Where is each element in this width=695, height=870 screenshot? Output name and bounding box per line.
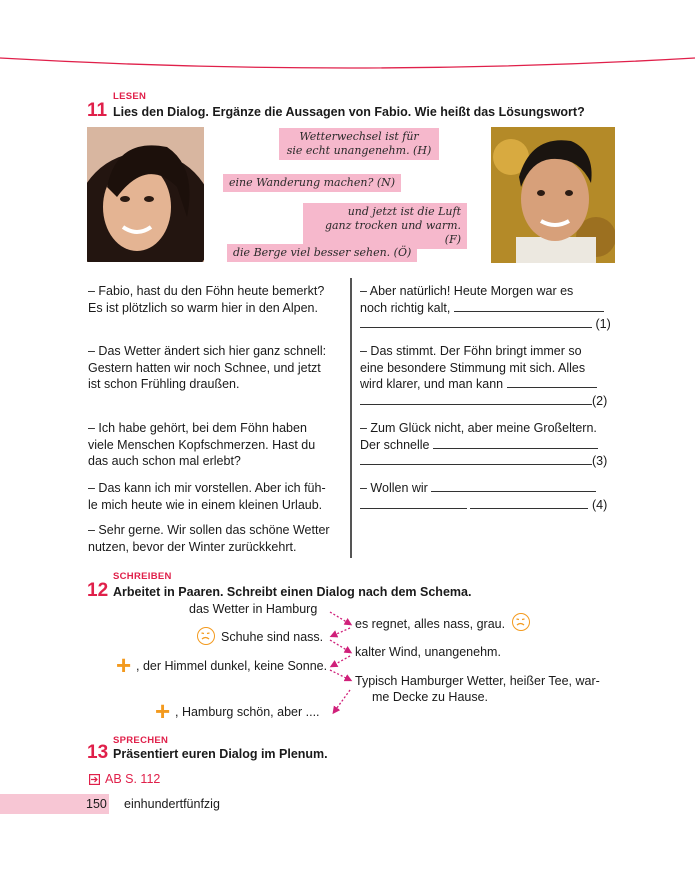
answer-blank-2a[interactable] [507, 376, 597, 388]
pill-statement-f [303, 203, 467, 249]
pill-line: ganz trocken und warm. (F) [324, 219, 461, 246]
dialog-line: nutzen, bevor der Winter zurückkehrt. [88, 539, 297, 554]
schema-left-1: das Wetter in Hamburg [189, 602, 318, 616]
plus-icon: + [116, 650, 132, 680]
blank-number-4: (4) [591, 497, 608, 512]
dialog-right-3 [360, 420, 615, 470]
page-number: 150 [86, 797, 107, 811]
schema-right-3: Typisch Hamburger Wetter, heißer Tee, war- [355, 674, 600, 688]
exercise-11-instruction: Lies den Dialog. Ergänze die Aussagen von Fabio. Wie heißt das Lösungswort? [113, 105, 585, 119]
answer-blank-4b[interactable] [360, 497, 467, 509]
dialog-left-4 [88, 480, 326, 513]
dialog-line: wird klarer, und man kann [360, 377, 504, 391]
pill-line: Wetterwechsel ist für [299, 130, 419, 143]
dialog-left-1 [88, 283, 324, 316]
dialog-line: – Das kann ich mir vorstellen. Aber ich füh- [88, 481, 326, 495]
category-label-schreiben: SCHREIBEN [113, 571, 172, 582]
workbook-reference-text: AB S. 112 [105, 772, 161, 786]
dialog-line: das auch schon mal erlebt? [88, 454, 241, 468]
dialog-line: noch richtig kalt, [360, 300, 451, 315]
category-label-lesen: LESEN [113, 91, 147, 102]
pill-line: und jetzt ist die Luft [347, 205, 461, 218]
dialog-line: – Wollen wir [360, 481, 428, 495]
dialog-left-5 [88, 522, 330, 555]
schema-left-2: Schuhe sind nass. [221, 630, 324, 644]
page-number-word: einhundertfünfzig [124, 797, 220, 811]
answer-blank-3a[interactable] [433, 437, 598, 449]
dialog-line: ist schon Frühling draußen. [88, 377, 240, 391]
arrow-box-icon [89, 774, 100, 785]
schema-left-4: , Hamburg schön, aber .... [175, 705, 320, 719]
dialog-right-1 [360, 283, 615, 333]
exercise-number-13: 13 [87, 742, 109, 763]
pill-line: sie echt unangenehm. (H) [286, 144, 432, 157]
answer-blank-4c[interactable] [470, 497, 588, 509]
schema-right-4: me Decke zu Hause. [372, 690, 489, 704]
dialog-line: – Das Wetter ändert sich hier ganz schnell: [88, 344, 327, 358]
answer-blank-2b[interactable] [360, 393, 592, 405]
schema-right-1: es regnet, alles nass, grau. [355, 617, 506, 631]
dialog-line: Es ist plötzlich so warm hier in den Alpen. [88, 300, 318, 315]
workbook-reference[interactable] [89, 772, 160, 786]
dialog-line: – Sehr gerne. Wir sollen das schöne Wetter [88, 523, 330, 537]
photo-girl [87, 127, 204, 262]
dialog-left-2 [88, 343, 326, 393]
top-red-curve [0, 0, 695, 80]
schema-right-2: kalter Wind, unangenehm. [355, 645, 501, 659]
blank-number-1: (1) [595, 317, 611, 331]
pill-statement-n: eine Wanderung machen? (N) [223, 174, 401, 192]
answer-blank-3b[interactable] [360, 453, 592, 465]
answer-blank-1a[interactable] [454, 300, 604, 312]
dialog-right-4 [360, 480, 615, 513]
answer-blank-4a[interactable] [431, 480, 596, 492]
exercise-number-12: 12 [87, 580, 109, 601]
dialog-left-3 [88, 420, 315, 470]
column-divider [350, 278, 352, 558]
dialog-line: – Ich habe gehört, bei dem Föhn haben [88, 421, 307, 435]
photo-boy [491, 127, 615, 263]
dialog-line: Gestern hatten wir noch Schnee, und jetzt [88, 360, 321, 375]
category-label-sprechen: SPRECHEN [113, 735, 169, 746]
blank-number-2: (2) [592, 393, 608, 408]
pill-statement-oe: die Berge viel besser sehen. (Ö) [227, 244, 417, 262]
dialog-line: Der schnelle [360, 437, 430, 452]
exercise-number-11: 11 [87, 100, 108, 121]
dialog-line: viele Menschen Kopfschmerzen. Hast du [88, 437, 316, 452]
dialog-line: – Fabio, hast du den Föhn heute bemerkt? [88, 284, 325, 298]
sad-face-icon [197, 627, 215, 645]
dotted-arrow-icon [320, 600, 380, 720]
dialog-right-2 [360, 343, 615, 409]
dialog-line: – Aber natürlich! Heute Morgen war es [360, 284, 574, 298]
dialog-line: – Zum Glück nicht, aber meine Großeltern. [360, 421, 597, 435]
pill-statement-h [279, 128, 439, 160]
plus-icon: + [155, 696, 171, 726]
blank-number-3: (3) [592, 454, 608, 468]
answer-blank-1b[interactable] [360, 316, 592, 328]
exercise-12-instruction: Arbeitet in Paaren. Schreibt einen Dialog nach dem Schema. [113, 585, 472, 599]
dialog-line: – Das stimmt. Der Föhn bringt immer so [360, 344, 582, 358]
dialog-line: le mich heute wie in einem kleinen Urlaub. [88, 497, 323, 512]
dialog-line: eine besondere Stimmung mit sich. Alles [360, 360, 586, 375]
schema-left-3: , der Himmel dunkel, keine Sonne. [136, 659, 328, 673]
exercise-13-instruction: Präsentiert euren Dialog im Plenum. [113, 747, 328, 761]
sad-face-icon [512, 613, 530, 631]
